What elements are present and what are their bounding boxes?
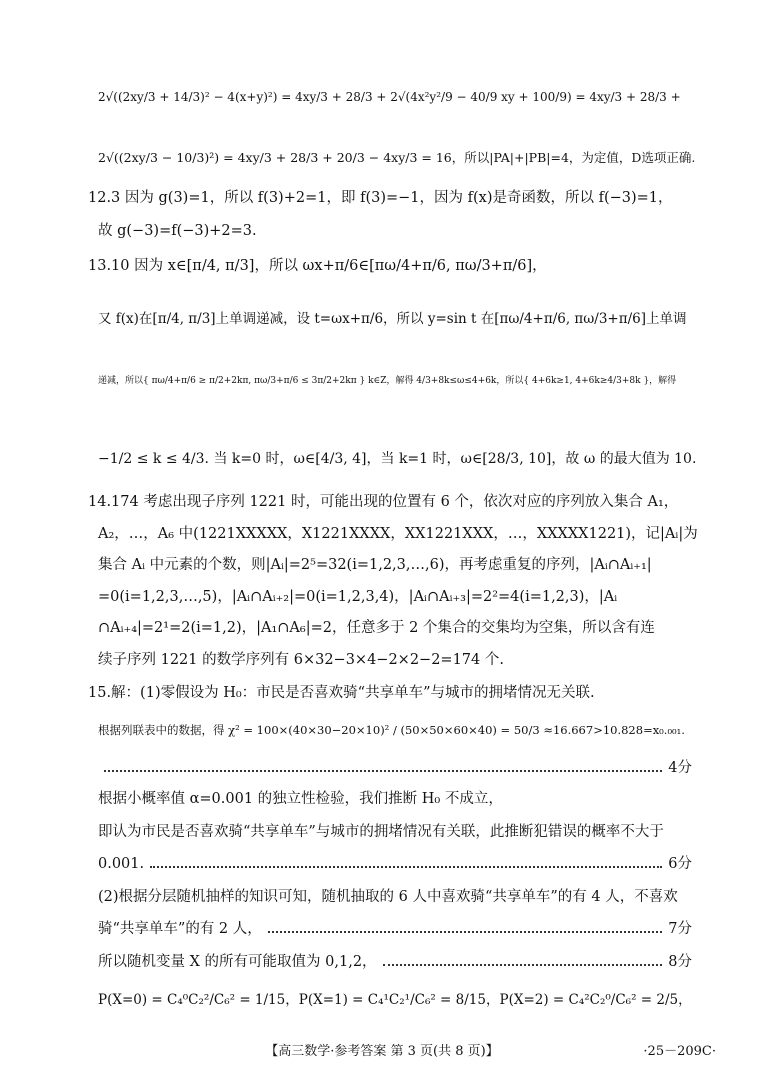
dot-leader [383,964,663,966]
score-row [98,852,692,873]
score-label: 7分 [668,921,692,937]
dot-leader [268,931,662,933]
score-row-text: 0.001. [98,856,145,872]
text-line: 12.3 因为 g(3)=1，所以 f(3)+2=1，即 f(3)=−1，因为 f(x)是奇函数，所以 f(−3)=1， [88,190,673,206]
text-line: 13.10 因为 x∈[π/4, π/3]，所以 ωx+π/6∈[πω/4+π/6, πω/3+π/6]， [88,258,547,274]
footer-title: 【高三数学·参考答案 第 3 页(共 8 页)】 [265,1044,499,1059]
text-line: ∩Aᵢ₊₄|=2¹=2(i=1,2)，|A₁∩A₆|=2，任意多于 2 个集合的交集均为空集，所以含有连 [98,620,655,636]
text-line: 2√((2xy/3 + 14/3)² − 4(x+y)²) = 4xy/3 + 28/3 + 2√(4x²y²/9 − 40/9 xy + 100/9) = 4xy/3 + 28/3 + [98,90,681,104]
text-line: 续子序列 1221 的数学序列有 6×32−3×4−2×2−2=174 个. [98,652,504,668]
score-row [98,917,692,938]
text-line: 根据列联表中的数据，得 χ² = 100×(40×30−20×10)² / (50×50×60×40) = 50/3 ≈16.667>10.828=x₀.₀₀₁. [98,723,685,737]
dot-leader [104,770,662,772]
text-line: 又 f(x)在[π/4, π/3]上单调递减，设 t=ωx+π/6，所以 y=sin t 在[πω/4+π/6, πω/3+π/6]上单调 [98,311,687,327]
text-line: 递减，所以{ πω/4+π/6 ≥ π/2+2kπ, πω/3+π/6 ≤ 3π/2+2kπ } k∈Z，解得 4/3+8k≤ω≤4+6k，所以{ 4+6k≥1, 4+6k≥4/3+8k }，解得 [98,376,677,386]
score-row-text: 骑“共享单车”的有 2 人， [98,921,262,937]
text-line: P(X=0) = C₄⁰C₂²/C₆² = 1/15，P(X=1) = C₄¹C₂¹/C₆² = 8/15，P(X=2) = C₄²C₂⁰/C₆² = 2/5， [98,992,692,1008]
text-line: 集合 Aᵢ 中元素的个数，则|Aᵢ|=2⁵=32(i=1,2,3,…,6)，再考虑重复的序列，|Aᵢ∩Aᵢ₊₁| [98,557,652,573]
text-line: =0(i=1,2,3,…,5)，|Aᵢ∩Aᵢ₊₂|=0(i=1,2,3,4)，|Aᵢ∩Aᵢ₊₃|=2²=4(i=1,2,3)，|Aᵢ [98,589,618,605]
text-line: 14.174 考虑出现子序列 1221 时，可能出现的位置有 6 个，依次对应的序列放入集合 A₁， [88,494,679,510]
text-line: (2)根据分层随机抽样的知识可知，随机抽取的 6 人中喜欢骑“共享单车”的有 4 人，不喜欢 [98,889,678,905]
text-line: 根据小概率值 α=0.001 的独立性检验，我们推断 H₀ 不成立， [98,791,503,807]
dot-leader [150,866,662,868]
score-label: 6分 [668,856,692,872]
score-label: 4分 [668,760,692,776]
score-row-text: 所以随机变量 X 的所有可能取值为 0,1,2， [98,954,377,970]
text-line: 即认为市民是否喜欢骑“共享单车”与城市的拥堵情况有关联，此推断犯错误的概率不大于 [98,824,664,840]
text-line: −1/2 ≤ k ≤ 4/3. 当 k=0 时，ω∈[4/3, 4]，当 k=1 时，ω∈[28/3, 10]，故 ω 的最大值为 10. [98,451,697,467]
score-row [98,950,692,971]
text-line: 2√((2xy/3 − 10/3)²) = 4xy/3 + 28/3 + 20/3 − 4xy/3 = 16，所以|PA|+|PB|=4，为定值，D选项正确. [98,150,696,165]
score-row [98,756,692,777]
text-line: A₂，…，A₆ 中(1221XXXXX，X1221XXXX，XX1221XXX，…，XXXXX1221)，记|Aᵢ|为 [98,526,698,542]
text-line: 故 g(−3)=f(−3)+2=3. [98,223,257,239]
footer-code: ·25－209C· [643,1044,716,1059]
score-label: 8分 [668,954,692,970]
text-line: 15.解：(1)零假设为 H₀：市民是否喜欢骑“共享单车”与城市的拥堵情况无关联. [88,685,595,701]
